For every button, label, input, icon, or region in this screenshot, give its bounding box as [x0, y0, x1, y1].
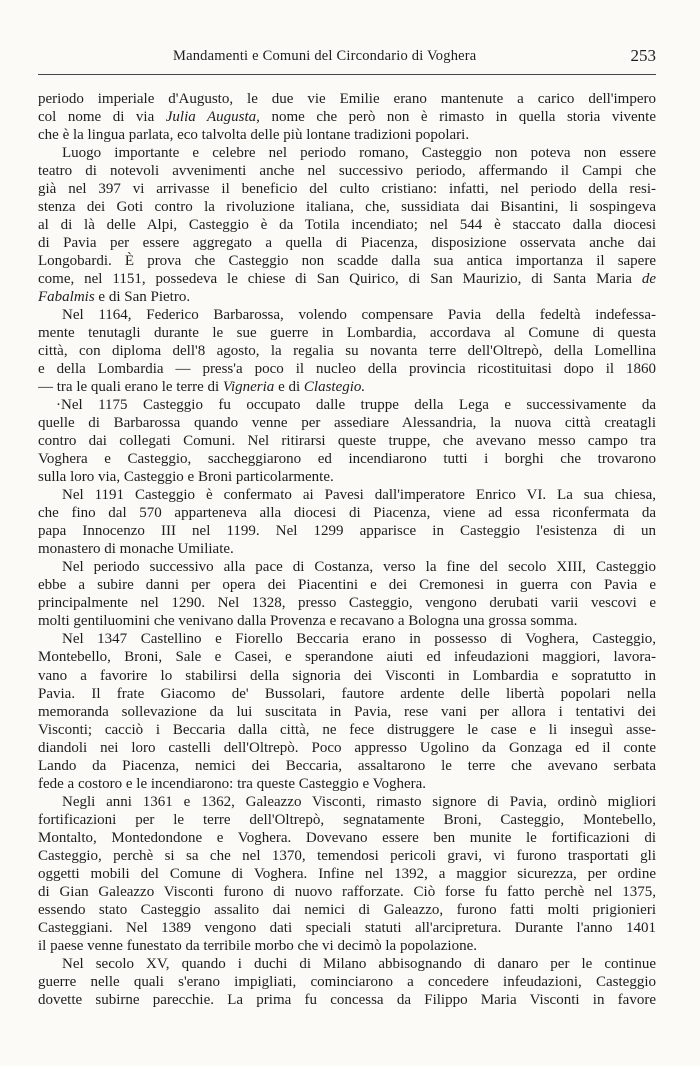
text-line [38, 739, 656, 757]
text-run: Nel 1164, Federico Barbarossa, volendo compensare Pavia della fedeltà indefessa- [62, 307, 656, 324]
text-run: Nel secolo XV, quando i duchi di Milano abbisognando di danaro per le continue [62, 955, 656, 972]
running-title: Mandamenti e Comuni del Circondario di Voghera [173, 48, 477, 64]
body-text [38, 90, 656, 1009]
text-run: Pavia. Il frate Giacomo de' Bussolari, fautore ardente delle libertà popolari nella [38, 685, 656, 702]
text-run: Nel periodo successivo alla pace di Costanza, verso la fine del secolo XIII, Casteggio [62, 559, 656, 576]
text-run: di Pavia per essere aggregato a quella di Piacenza, disposizione osservata anche dai [38, 235, 656, 252]
text-run: essendo stato Casteggio assalito dai nemici di Galeazzo, furono fatti molti prigionieri [38, 901, 656, 918]
text-line [38, 162, 656, 180]
italic-text: Vigneria [222, 379, 275, 396]
text-run: di Gian Galeazzo Visconti furono di nuovo rafforzate. Ciò forse fu fatto perchè nel 1375, [38, 883, 656, 900]
text-run: molti gentiluomini che venivano dalla Provenza e recavano a Bologna una grossa somma. [38, 613, 578, 630]
text-line [38, 414, 656, 432]
text-line [38, 757, 656, 775]
text-line [38, 360, 656, 378]
text-line [38, 703, 656, 721]
text-run: già nel 397 vi arrivasse il beneficio del culto cristiano: infatti, nel periodo della resi- [38, 181, 656, 198]
text-run: periodo imperiale d'Augusto, le due vie Emilie erano mantenute a carico dell'impero [38, 91, 656, 107]
text-line [38, 342, 656, 360]
text-line [38, 576, 656, 594]
text-run: contro dai collegati Comuni. Nel ritirarsi queste truppe, che avevano messo campo tra [38, 433, 656, 450]
text-line [38, 865, 656, 883]
page-number: 253 [630, 46, 656, 65]
text-run: papa Innocenzo III nel 1199. Nel 1299 apparisce in Casteggio l'esistenza di un [38, 523, 656, 540]
italic-text: Clastegio. [303, 379, 366, 396]
text-run: Casteggiani. Nel 1389 vengono dati speciali statuti all'arcipretura. Durante l'anno 1401 [38, 919, 656, 936]
header-rule [38, 74, 656, 75]
text-run: memoranda sollevazione da lui suscitata in Pavia, rese vani per allora i tentativi dei [38, 703, 656, 720]
text-line [38, 504, 656, 522]
text-run: e della Lombardia — press'a poco il nucleo della provincia ricostituitasi dopo il 1860 [38, 361, 656, 378]
text-run: col nome di via [38, 109, 166, 126]
text-line [38, 90, 656, 108]
text-run: città, con diploma dell'8 agosto, la regalia su novanta terre dell'Oltrepò, della Lomellina [38, 343, 656, 360]
text-line [38, 180, 656, 198]
text-line [38, 721, 656, 739]
text-run: al di là delle Alpi, Casteggio è da Totila incendiato; nel 544 è staccato dalla diocesi [38, 217, 656, 234]
text-line [38, 126, 656, 144]
text-run: come, nel 1151, possedeva le chiese di San Quirico, di San Maurizio, di Santa Maria [38, 271, 642, 288]
text-line [38, 937, 656, 955]
text-run: Montalto, Montedondone e Voghera. Dovevano essere ben munite le fortificazioni di [38, 829, 656, 846]
text-line [38, 396, 656, 414]
italic-text: de [641, 271, 656, 288]
text-run: Casteggio, perchè si sa che nel 1370, temendosi pericoli gravi, vi furono trasportati gli [38, 847, 656, 864]
text-run: guerre nelle quali s'erano impigliati, cominciarono a concedere infeudazioni, Casteggio [38, 973, 656, 990]
text-run: sulla loro via, Casteggio e Broni particolarmente. [38, 469, 334, 486]
text-run: il paese venne funestato da terribile morbo che vi decimò la popolazione. [38, 937, 478, 954]
text-run: quelle di Barbarossa quando venne per assediare Alessandria, la nuova città creatagli [38, 415, 656, 432]
text-line [38, 216, 656, 234]
text-run: nome che però non è rimasto in quella storia vivente [259, 109, 656, 126]
text-run: ·Nel 1175 Casteggio fu occupato dalle truppe della Lega e successivamente da [56, 397, 656, 414]
text-line [38, 558, 656, 576]
text-line [38, 234, 656, 252]
text-line [38, 811, 656, 829]
text-line [38, 306, 656, 324]
text-run: monastero di monache Umiliate. [38, 541, 234, 558]
text-run: Visconti; cacciò i Beccaria dalla città, ne fece distruggere le case e li inseguì asse- [38, 721, 656, 738]
text-line [38, 955, 656, 973]
text-line [38, 775, 656, 793]
text-run: che è la lingua parlata, eco talvolta delle più lontane tradizioni popolari. [38, 127, 470, 144]
text-line [38, 667, 656, 685]
text-run: Luogo importante e celebre nel periodo romano, Casteggio non poteva non essere [62, 145, 656, 162]
text-line [38, 378, 656, 396]
text-run: che fino dal 570 apparteneva alla diocesi di Piacenza, viene ad essa riconfermata da [38, 505, 656, 522]
text-run: e di [274, 379, 304, 396]
text-run: mente tenutagli durante le sue guerre in Lombardia, accordava al Comune di questa [38, 325, 656, 342]
text-line [38, 648, 656, 666]
text-run: Negli anni 1361 e 1362, Galeazzo Visconti, rimasto signore di Pavia, ordinò migliori [62, 793, 656, 810]
text-line [38, 288, 656, 306]
text-line [38, 468, 656, 486]
text-line [38, 901, 656, 919]
text-line [38, 270, 656, 288]
text-line [38, 594, 656, 612]
text-run: Nel 1347 Castellino e Fiorello Beccaria erano in possesso di Voghera, Casteggio, [62, 631, 656, 648]
text-run: e di San Pietro. [94, 289, 191, 306]
text-line [38, 847, 656, 865]
text-line [38, 919, 656, 937]
text-line [38, 883, 656, 901]
text-run: Longobardi. È prova che Casteggio non scadde dalla sua antica importanza il sapere [38, 253, 656, 270]
text-run: principalmente nel 1290. Nel 1328, presso Casteggio, vengono derubati varii vescovi e [38, 595, 656, 612]
text-line [38, 522, 656, 540]
italic-text: Fabalmis [38, 289, 95, 306]
text-run: Lando da Piacenza, nemici dei Beccaria, assaltarono le terre che avevano serbata [38, 757, 656, 774]
text-line [38, 793, 656, 811]
text-line [38, 144, 656, 162]
italic-text: Julia Augusta, [165, 109, 260, 126]
text-line [38, 612, 656, 630]
text-line [38, 324, 656, 342]
text-run: fede a costoro e le incendiarono: tra queste Casteggio e Voghera. [38, 775, 427, 792]
text-run: — tra le quali erano le terre di [38, 379, 223, 396]
text-run: Montebello, Broni, Sale e Casei, e sperandone aiuti ed infeudazioni maggiori, lavora- [38, 649, 656, 666]
text-line [38, 198, 656, 216]
text-line [38, 108, 656, 126]
text-run: vano a favorire lo stabilirsi della signoria dei Visconti in Lombardia e sopratutto in [38, 667, 656, 684]
text-run: teatro di notevoli avvenimenti anche nel successivo periodo, affermando il Campi che [38, 163, 656, 180]
text-run: oggetti mobili del Comune di Voghera. Infine nel 1392, a maggior sicurezza, per ordine [38, 865, 656, 882]
text-line [38, 540, 656, 558]
text-run: dovette subirne parecchie. La prima fu concessa da Filippo Maria Visconti in favore [38, 991, 656, 1008]
text-run: diandoli nei loro castelli dell'Oltrepò. Poco appresso Ugolino da Gonzaga ed il conte [38, 739, 656, 756]
text-run: Nel 1191 Casteggio è confermato ai Pavesi dall'imperatore Enrico VI. La sua chiesa, [62, 487, 656, 504]
text-line [38, 486, 656, 504]
text-run: Voghera e Casteggio, saccheggiarono ed incendiarono tutti i borghi che trovarono [38, 451, 656, 468]
text-run: fortificazioni per le terre dell'Oltrepò, segnatamente Broni, Casteggio, Montebello, [38, 811, 656, 828]
text-line [38, 252, 656, 270]
text-line [38, 685, 656, 703]
text-line [38, 973, 656, 991]
page-header [38, 48, 656, 70]
text-line [38, 630, 656, 648]
text-run: stenza dei Goti contro la rivoluzione italiana, che, sussidiata dai Bisantini, li sospingeva [38, 199, 656, 216]
text-run: ebbe a subire danni per opera dei Piacentini e dei Cremonesi in guerra con Pavia e [38, 577, 656, 594]
text-line [38, 450, 656, 468]
text-line [38, 829, 656, 847]
text-line [38, 991, 656, 1009]
text-line [38, 432, 656, 450]
